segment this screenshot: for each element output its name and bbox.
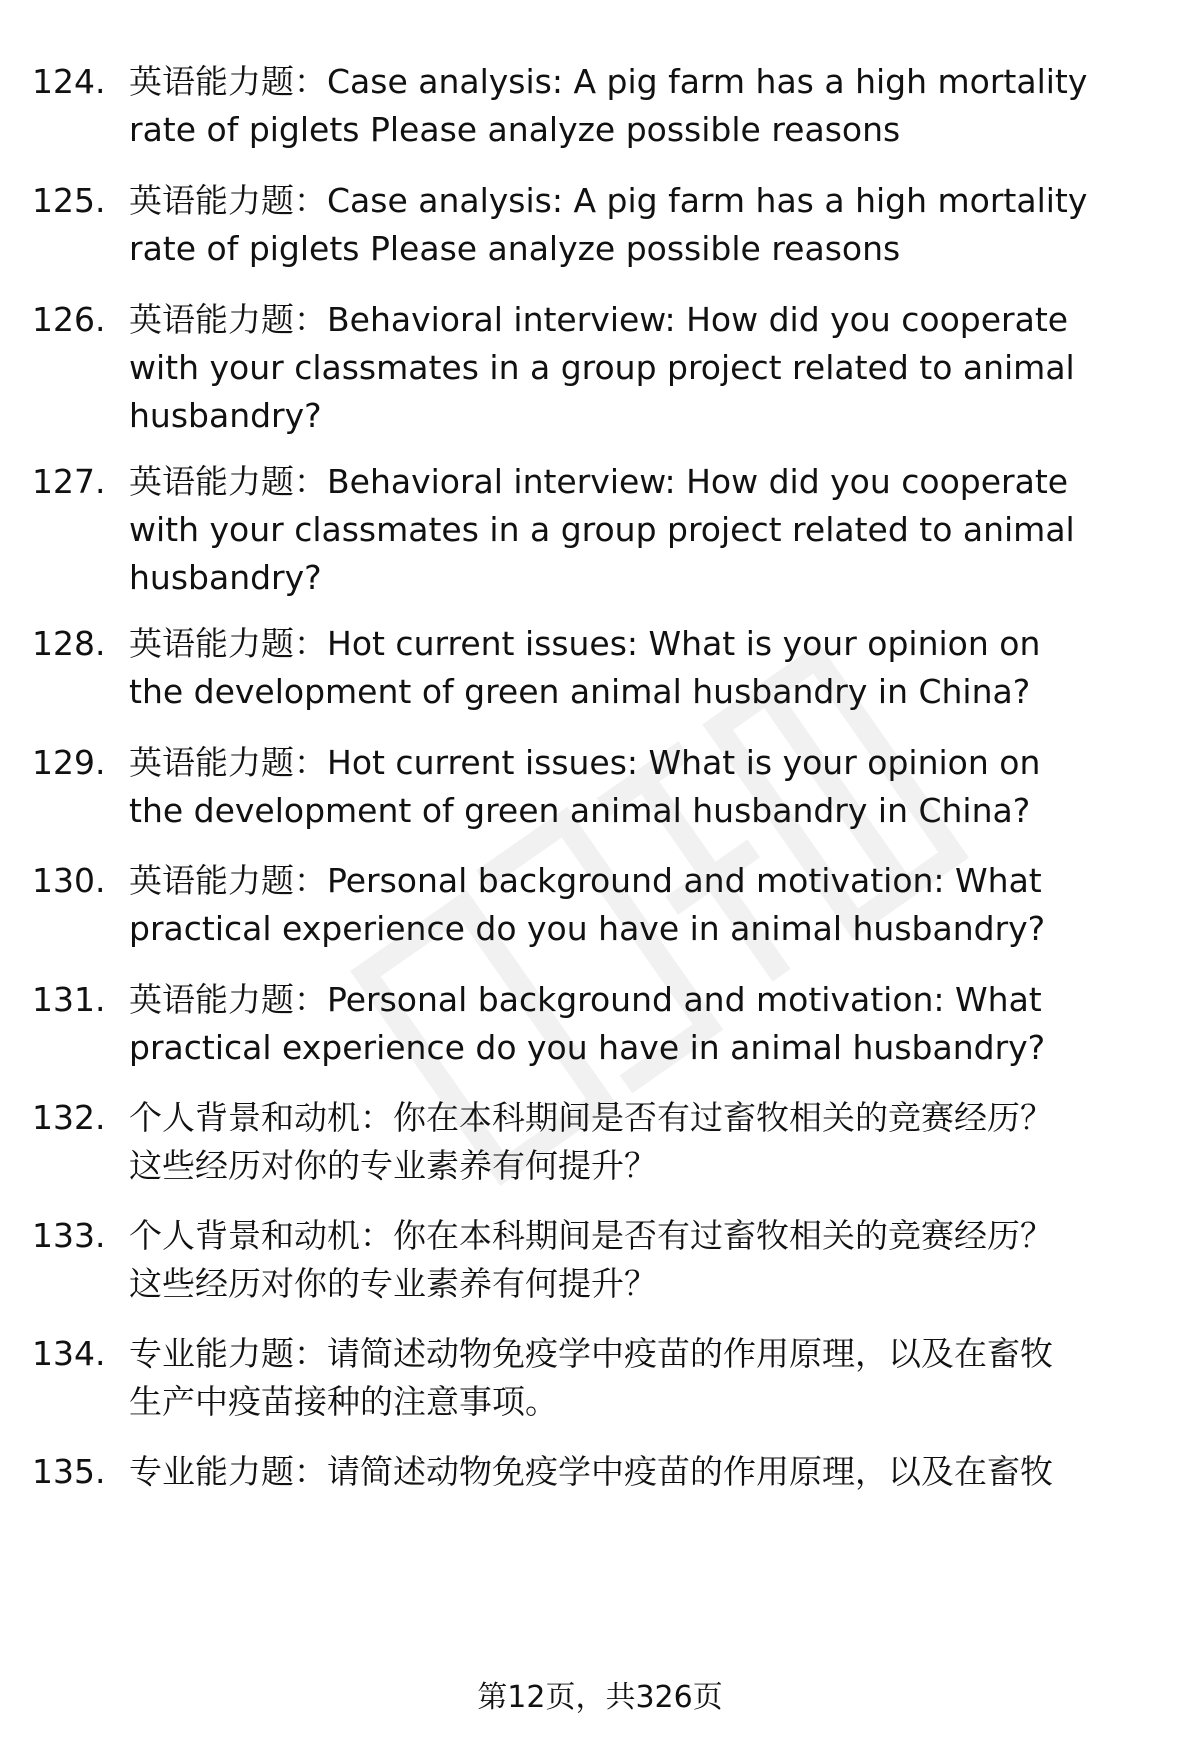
question-number: 127. <box>32 462 106 501</box>
question-text: 英语能力题：Personal background and motivation: What practical experience do you have in animal husbandry? <box>129 861 1046 948</box>
question-number: 131. <box>32 980 106 1019</box>
question-number: 128. <box>32 624 106 663</box>
question-text: 英语能力题：Case analysis: A pig farm has a high mortality rate of piglets Please analyze possible reasons <box>129 62 1088 149</box>
question-number: 133. <box>32 1216 106 1255</box>
question-number: 135. <box>32 1452 106 1491</box>
question-text: 英语能力题：Behavioral interview: How did you cooperate with your classmates in a group project related to animal husbandry? <box>129 300 1075 435</box>
question-number: 124. <box>32 62 106 101</box>
question-number: 134. <box>32 1334 106 1373</box>
question-number: 132. <box>32 1098 106 1137</box>
question-text: 专业能力题：请简述动物免疫学中疫苗的作用原理，以及在畜牧 生产中疫苗接种的注意事项。 <box>129 1334 1053 1421</box>
question-number: 130. <box>32 861 106 900</box>
question-text: 英语能力题：Behavioral interview: How did you cooperate with your classmates in a group project related to animal husbandry? <box>129 462 1075 597</box>
question-text: 英语能力题：Case analysis: A pig farm has a high mortality rate of piglets Please analyze possible reasons <box>129 181 1088 268</box>
question-text: 个人背景和动机：你在本科期间是否有过畜牧相关的竞赛经历？ 这些经历对你的专业素养有何提升？ <box>129 1098 1053 1185</box>
question-number: 126. <box>32 300 106 339</box>
question-number: 125. <box>32 181 106 220</box>
page-footer: 第12页，共326页 <box>477 1680 723 1715</box>
question-text: 英语能力题：Hot current issues: What is your opinion on the development of green animal husbandry in China? <box>129 624 1041 711</box>
question-text: 英语能力题：Personal background and motivation: What practical experience do you have in animal husbandry? <box>129 980 1046 1067</box>
question-text: 专业能力题：请简述动物免疫学中疫苗的作用原理，以及在畜牧 <box>129 1452 1053 1491</box>
question-text: 英语能力题：Hot current issues: What is your opinion on the development of green animal husbandry in China? <box>129 743 1041 830</box>
question-text: 个人背景和动机：你在本科期间是否有过畜牧相关的竞赛经历？ 这些经历对你的专业素养有何提升？ <box>129 1216 1053 1303</box>
question-number: 129. <box>32 743 106 782</box>
